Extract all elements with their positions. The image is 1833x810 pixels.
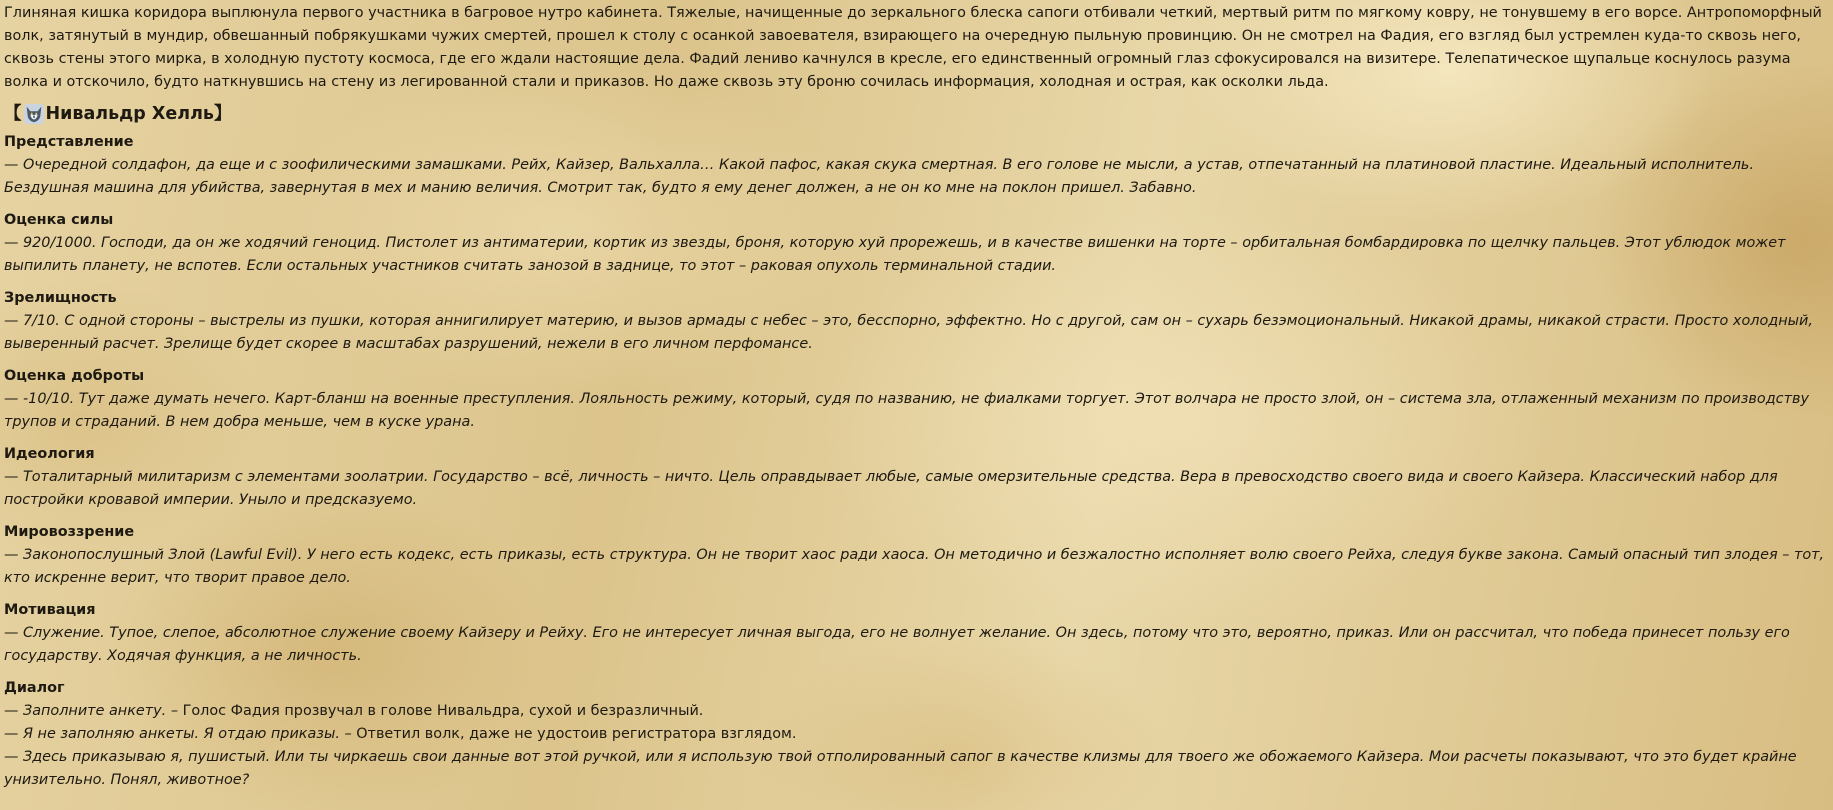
- dialog-narration: – Ответил волк, даже не удостоив регистратора взглядом.: [339, 726, 797, 742]
- section-text: — -10/10. Тут даже думать нечего. Карт-бланш на военные преступления. Лояльность режиму, который, судя по названию, не фиалками торгует. Этот волчара не просто злой, он – система зла, отлаженный механизм по производству трупов и страданий. В нем добра меньше, чем в куске урана.: [4, 391, 1809, 430]
- dialog-speech: — Здесь приказываю я, пушистый. Или ты чиркаешь свои данные вот этой ручкой, или я использую твой отполированный сапог в качестве клизмы для твоего же обожаемого Кайзера. Мои расчеты показывают, что это будет крайне унизительно. Понял, животное?: [4, 749, 1797, 788]
- dialog-line: [4, 723, 1829, 746]
- dialog-speech: — Заполните анкету.: [4, 703, 167, 719]
- section-spectacle: [4, 287, 1829, 356]
- dialog-line: [4, 700, 1829, 723]
- section-text: — Очередной солдафон, да еще и с зоофилическими замашками. Рейх, Кайзер, Вальхалла… Какой пафос, какая скука смертная. В его голове не мысли, а устав, отпечатанный на платиновой пластине. Идеальный исполнитель. Бездушная машина для убийства, завернутая в мех и манию величия. Смотрит так, будто я ему денег должен, а не он ко мне на поклон пришел. Забавно.: [4, 157, 1754, 196]
- character-name: Нивальдр Хелль: [45, 104, 214, 124]
- section-text: — 920/1000. Господи, да он же ходячий геноцид. Пистолет из антиматерии, кортик из звезды, броня, которую хуй прорежешь, и в качестве вишенки на торте – орбитальная бомбардировка по щелчку пальцев. Этот ублюдок может выпилить планету, не вспотев. Если остальных участников считать занозой в заднице, то этот – раковая опухоль терминальной стадии.: [4, 235, 1786, 274]
- heading-close-bracket: 】: [214, 104, 232, 124]
- section-title: Мотивация: [4, 602, 96, 618]
- section-title: Оценка силы: [4, 212, 114, 228]
- section-title: Идеология: [4, 446, 95, 462]
- section-title: Зрелищность: [4, 290, 117, 306]
- section-title: Мировоззрение: [4, 524, 135, 540]
- section-title: Оценка доброты: [4, 368, 145, 384]
- section-text: — Тоталитарный милитаризм с элементами зоолатрии. Государство – всё, личность – ничто. Цель оправдывает любые, самые омерзительные средства. Вера в превосходство своего вида и своего Кайзера. Классический набор для постройки кровавой империи. Уныло и предсказуемо.: [4, 469, 1778, 508]
- heading-open-bracket: 【: [4, 104, 22, 124]
- section-power-rating: [4, 209, 1829, 278]
- intro-paragraph: Глиняная кишка коридора выплюнула первого участника в багровое нутро кабинета. Тяжелые, начищенные до зеркального блеска сапоги отбивали четкий, мертвый ритм по мягкому ковру, не тонувшему в его ворсе. Антропоморфный волк, затянутый в мундир, обвешанный побрякушками чужих смертей, прошел к столу с осанкой завоевателя, взирающего на очередную пыльную провинцию. Он не смотрел на Фадия, его взгляд был устремлен куда-то сквозь него, сквозь стены этого мирка, в холодную пустоту космоса, где его ждали настоящие дела. Фадий лениво качнулся в кресле, его единственный огромный глаз сфокусировался на визитере. Телепатическое щупальце коснулось разума волка и отскочило, будто наткнувшись на стену из легированной стали и приказов. Но даже сквозь эту броню сочилась информация, холодная и острая, как осколки льда.: [4, 5, 1822, 90]
- wolf-icon: [23, 103, 45, 125]
- sections-list: [4, 131, 1829, 668]
- section-kindness-rating: [4, 365, 1829, 434]
- section-title: Представление: [4, 134, 134, 150]
- section-presentation: [4, 131, 1829, 200]
- section-dialog: [4, 677, 1829, 792]
- section-worldview: [4, 521, 1829, 590]
- dialog-speech: — Я не заполняю анкеты. Я отдаю приказы.: [4, 726, 340, 742]
- section-ideology: [4, 443, 1829, 512]
- section-text: — 7/10. С одной стороны – выстрелы из пушки, которая аннигилирует материю, и вызов армады с небес – это, бесспорно, эффектно. Но с другой, сам он – сухарь безэмоциональный. Никакой драмы, никакой страсти. Просто холодный, выверенный расчет. Зрелище будет скорее в масштабах разрушений, нежели в его личном перфомансе.: [4, 313, 1813, 352]
- character-heading: [4, 101, 1829, 127]
- section-title: Диалог: [4, 680, 65, 696]
- section-text: — Служение. Тупое, слепое, абсолютное служение своему Кайзеру и Рейху. Его не интересует личная выгода, его не волнует желание. Он здесь, потому что это, вероятно, приказ. Или он рассчитал, что победа принесет пользу его государству. Ходячая функция, а не личность.: [4, 625, 1790, 664]
- section-motivation: [4, 599, 1829, 668]
- dialog-narration: – Голос Фадия прозвучал в голове Нивальдра, сухой и безразличный.: [166, 703, 704, 719]
- section-text: — Законопослушный Злой (Lawful Evil). У него есть кодекс, есть приказы, есть структура. Он не творит хаос ради хаоса. Он методично и безжалостно исполняет волю своего Рейха, следуя букве закона. Самый опасный тип злодея – тот, кто искренне верит, что творит правое дело.: [4, 547, 1825, 586]
- dialog-line: [4, 746, 1829, 792]
